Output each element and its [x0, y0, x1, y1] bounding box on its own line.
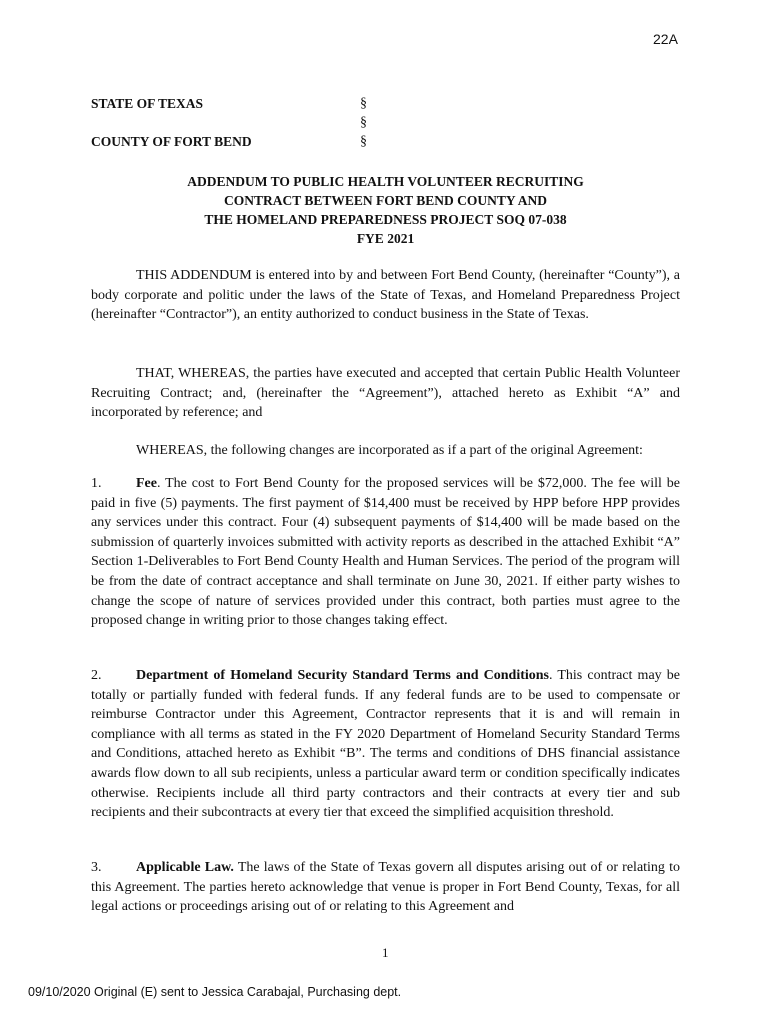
paragraph-text: WHEREAS, the following changes are incorporated as if a part of the original Agreement:	[136, 443, 643, 458]
page-number: 1	[382, 945, 389, 960]
title-line: CONTRACT BETWEEN FORT BEND COUNTY AND	[224, 193, 547, 208]
section-text: The laws of the State of Texas govern all disputes arising out of or relating to this Agreement. The parties hereto acknowledge that venue is proper in Fort Bend County, Texas, for all legal actions or proceedings arising out of or relating to this Agreement and	[91, 860, 680, 915]
section-heading: Department of Homeland Security Standard Terms and Conditions	[136, 668, 550, 683]
section-text: . The cost to Fort Bend County for the proposed services will be $72,000. The fee will be paid in five (5) payments. The first payment of $14,400 must be received by HPP before HPP provides any services under this contract. Four (4) subsequent payments of $14,400 will be made based on the submission of quarterly invoices submitted with activity reports as described in the attached Exhibit “A” Section 1-Deliverables to Fort Bend County Health and Human Services. The period of the program will be from the date of contract acceptance and shall terminate on June 30, 2021. If either party wishes to change the scope of nature of services provided under this contract, both parties must agree to the proposed change in writing prior to those changes taking effect.	[91, 476, 680, 629]
section-number: 1.	[91, 476, 102, 491]
section-dhs-terms	[91, 666, 680, 823]
caption-state: STATE OF TEXAS	[91, 96, 204, 111]
whereas-paragraph	[91, 364, 680, 423]
section-symbol: §	[360, 115, 367, 130]
caption-county: COUNTY OF FORT BEND	[91, 134, 252, 149]
title-line: FYE 2021	[356, 231, 415, 246]
section-applicable-law	[91, 858, 680, 917]
page-label: 22A	[653, 31, 678, 47]
section-symbol: §	[360, 96, 367, 111]
section-text: . This contract may be totally or partially funded with federal funds. If any federal funds are to be used to compensate or reimburse Contractor under this Agreement, Contractor represents that it is and will remain in compliance with all terms as stated in the FY 2020 Department of Homeland Security Standard Terms and Conditions, attached hereto as Exhibit “B”. The terms and conditions of DHS financial assistance awards flow down to all sub recipients, unless a particular award term or condition specifically indicates otherwise. Recipients include all third party contractors and their contracts at every tier and sub recipients and their subcontracts at every tier that exceed the simplified acquisition threshold.	[91, 668, 680, 821]
section-heading: Applicable Law.	[136, 860, 234, 875]
section-fee	[91, 474, 680, 631]
document-title	[91, 172, 680, 248]
section-number: 3.	[91, 860, 102, 875]
section-number: 2.	[91, 668, 102, 683]
intro-paragraph	[91, 266, 680, 325]
title-line: ADDENDUM TO PUBLIC HEALTH VOLUNTEER RECRUITING	[187, 174, 584, 189]
section-symbol: §	[360, 134, 367, 149]
whereas-paragraph	[91, 441, 680, 461]
section-heading: Fee	[136, 476, 157, 491]
paragraph-text: THIS ADDENDUM is entered into by and between Fort Bend County, (hereinafter “County”), a body corporate and politic under the laws of the State of Texas, and Homeland Preparedness Project (hereinafter “Contractor”), an entity authorized to conduct business in the State of Texas.	[91, 268, 680, 323]
footer-note: 09/10/2020 Original (E) sent to Jessica Carabajal, Purchasing dept.	[28, 985, 402, 999]
title-line: THE HOMELAND PREPAREDNESS PROJECT SOQ 07-038	[204, 212, 567, 227]
paragraph-text: THAT, WHEREAS, the parties have executed and accepted that certain Public Health Volunteer Recruiting Contract; and, (hereinafter the “Agreement”), attached hereto as Exhibit “A” and incorporated by reference; and	[91, 366, 680, 421]
